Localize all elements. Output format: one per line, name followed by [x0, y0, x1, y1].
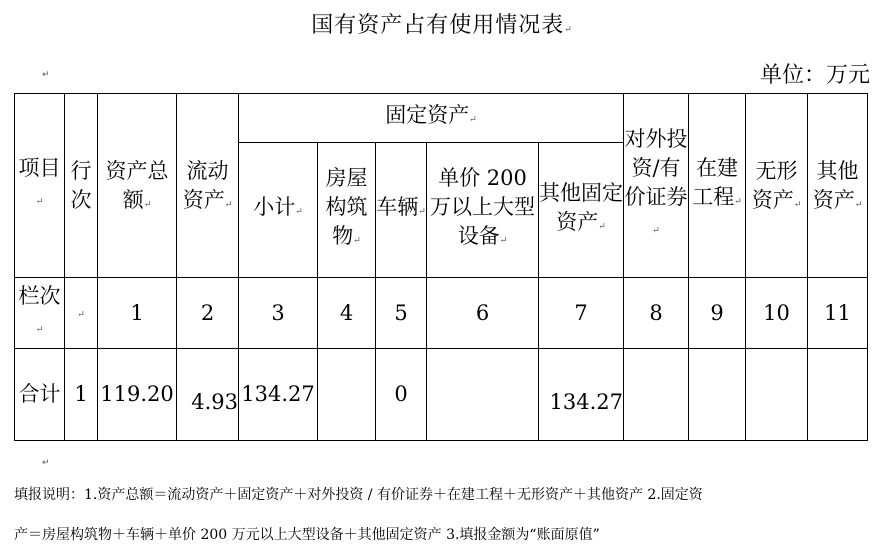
page-title: 国有资产占有使用情况表↵: [311, 13, 573, 38]
other-fixed-value: 134.27: [539, 349, 624, 441]
intangible-value: [746, 349, 808, 441]
header-other-assets: 其他资产↵: [808, 94, 868, 278]
current-assets-value: 4.93: [177, 349, 239, 441]
header-buildings: 房屋构筑物↵: [318, 143, 376, 278]
row-label-column-numbers: 栏次↵: [15, 278, 65, 349]
column-number: 3: [239, 278, 318, 349]
vehicles-value: 0: [376, 349, 427, 441]
total-row: [15, 349, 868, 441]
column-number: 9: [689, 278, 746, 349]
header-intangible: 无形资产↵: [746, 94, 808, 278]
header-current-assets: 流动资产↵: [177, 94, 239, 278]
large-equipment-value: [427, 349, 539, 441]
notes-line-2: 产＝房屋构筑物＋车辆＋单价 200 万元以上大型设备＋其他固定资产 3.填报金额为“账面原值”: [14, 527, 600, 543]
construction-value: [689, 349, 746, 441]
header-other-fixed: 其他固定资产↵: [539, 143, 624, 278]
column-numbers-row: [15, 278, 868, 349]
total-row-number: 1: [65, 349, 98, 441]
header-construction: 在建工程↵: [689, 94, 746, 278]
total-assets-value: 119.20: [98, 349, 177, 441]
column-number: 11: [808, 278, 868, 349]
column-number: 10: [746, 278, 808, 349]
buildings-value: [318, 349, 376, 441]
column-number: 1: [98, 278, 177, 349]
column-number: 6: [427, 278, 539, 349]
asset-table: [14, 93, 868, 441]
header-row-no: 行次: [65, 94, 98, 278]
column-number: 5: [376, 278, 427, 349]
column-number: 2: [177, 278, 239, 349]
header-subtotal: 小计↵: [239, 143, 318, 278]
subtotal-value: 134.27: [239, 349, 318, 441]
header-total-assets: 资产总额↵: [98, 94, 177, 278]
column-number: 8: [624, 278, 689, 349]
row-label-total: 合计: [15, 349, 65, 441]
investments-value: [624, 349, 689, 441]
unit-label: 单位：万元: [759, 63, 870, 88]
header-large-equipment: 单价 200 万以上大型设备↵: [427, 143, 539, 278]
column-number: 4: [318, 278, 376, 349]
header-investments: 对外投资/有价证券↵: [624, 94, 689, 278]
paragraph-mark: ↵: [42, 458, 50, 468]
notes-line-1: 填报说明：1.资产总额＝流动资产＋固定资产＋对外投资 / 有价证券＋在建工程＋无形资产＋其他资产 2.固定资: [14, 487, 703, 503]
column-number: 7: [539, 278, 624, 349]
header-fixed-assets: 固定资产↵: [239, 94, 624, 143]
header-vehicles: 车辆↵: [376, 143, 427, 278]
column-number-blank: ↵: [65, 278, 98, 349]
other-assets-value: [808, 349, 868, 441]
header-item: 项目↵: [15, 94, 65, 278]
paragraph-mark: ↵: [42, 70, 50, 80]
